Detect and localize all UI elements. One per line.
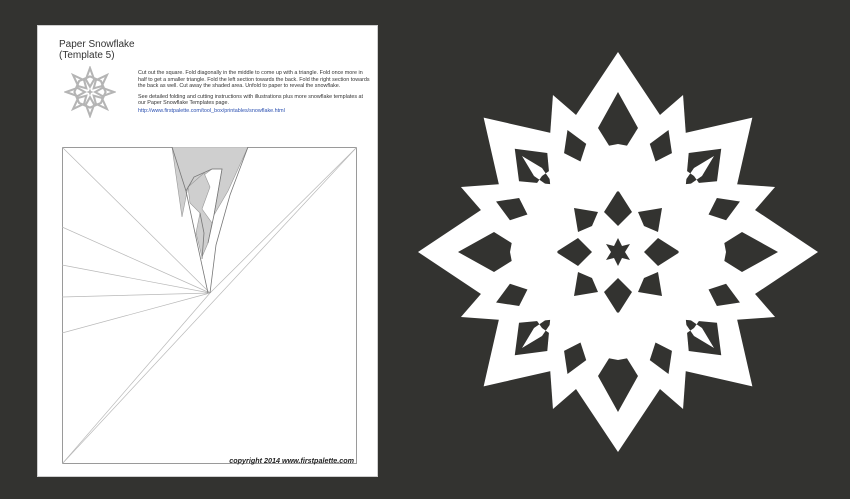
snowflake-shape bbox=[418, 52, 818, 452]
instructions-paragraph-1: Cut out the square. Fold diagonally in the middle to come up with a triangle. Fold once more in half to get a smaller triangle. Fold the left section towards the back. Fold the right section towards the back as well. Cut away the shaded area. Unfold to paper to reveal the snowflake. bbox=[138, 70, 370, 90]
instructions-paragraph-2: See detailed folding and cutting instructions with illustrations plus more snowflake templates at our Paper Snowflake Templates page. bbox=[138, 93, 364, 107]
template-sheet bbox=[37, 25, 378, 477]
cutting-template bbox=[62, 147, 357, 464]
snowflake-center bbox=[510, 144, 726, 360]
snowflake-image bbox=[418, 52, 818, 452]
title-line-2: (Template 5) bbox=[59, 50, 115, 61]
instructions bbox=[138, 70, 370, 119]
page-title bbox=[59, 39, 135, 61]
title-line-1: Paper Snowflake bbox=[59, 39, 135, 50]
copyright-text: copyright 2014 www.firstpalette.com bbox=[229, 456, 354, 465]
instructions-link[interactable]: http://www.firstpalette.com/tool_box/printables/snowflake.html bbox=[138, 107, 285, 114]
snowflake-thumbnail bbox=[64, 66, 116, 118]
